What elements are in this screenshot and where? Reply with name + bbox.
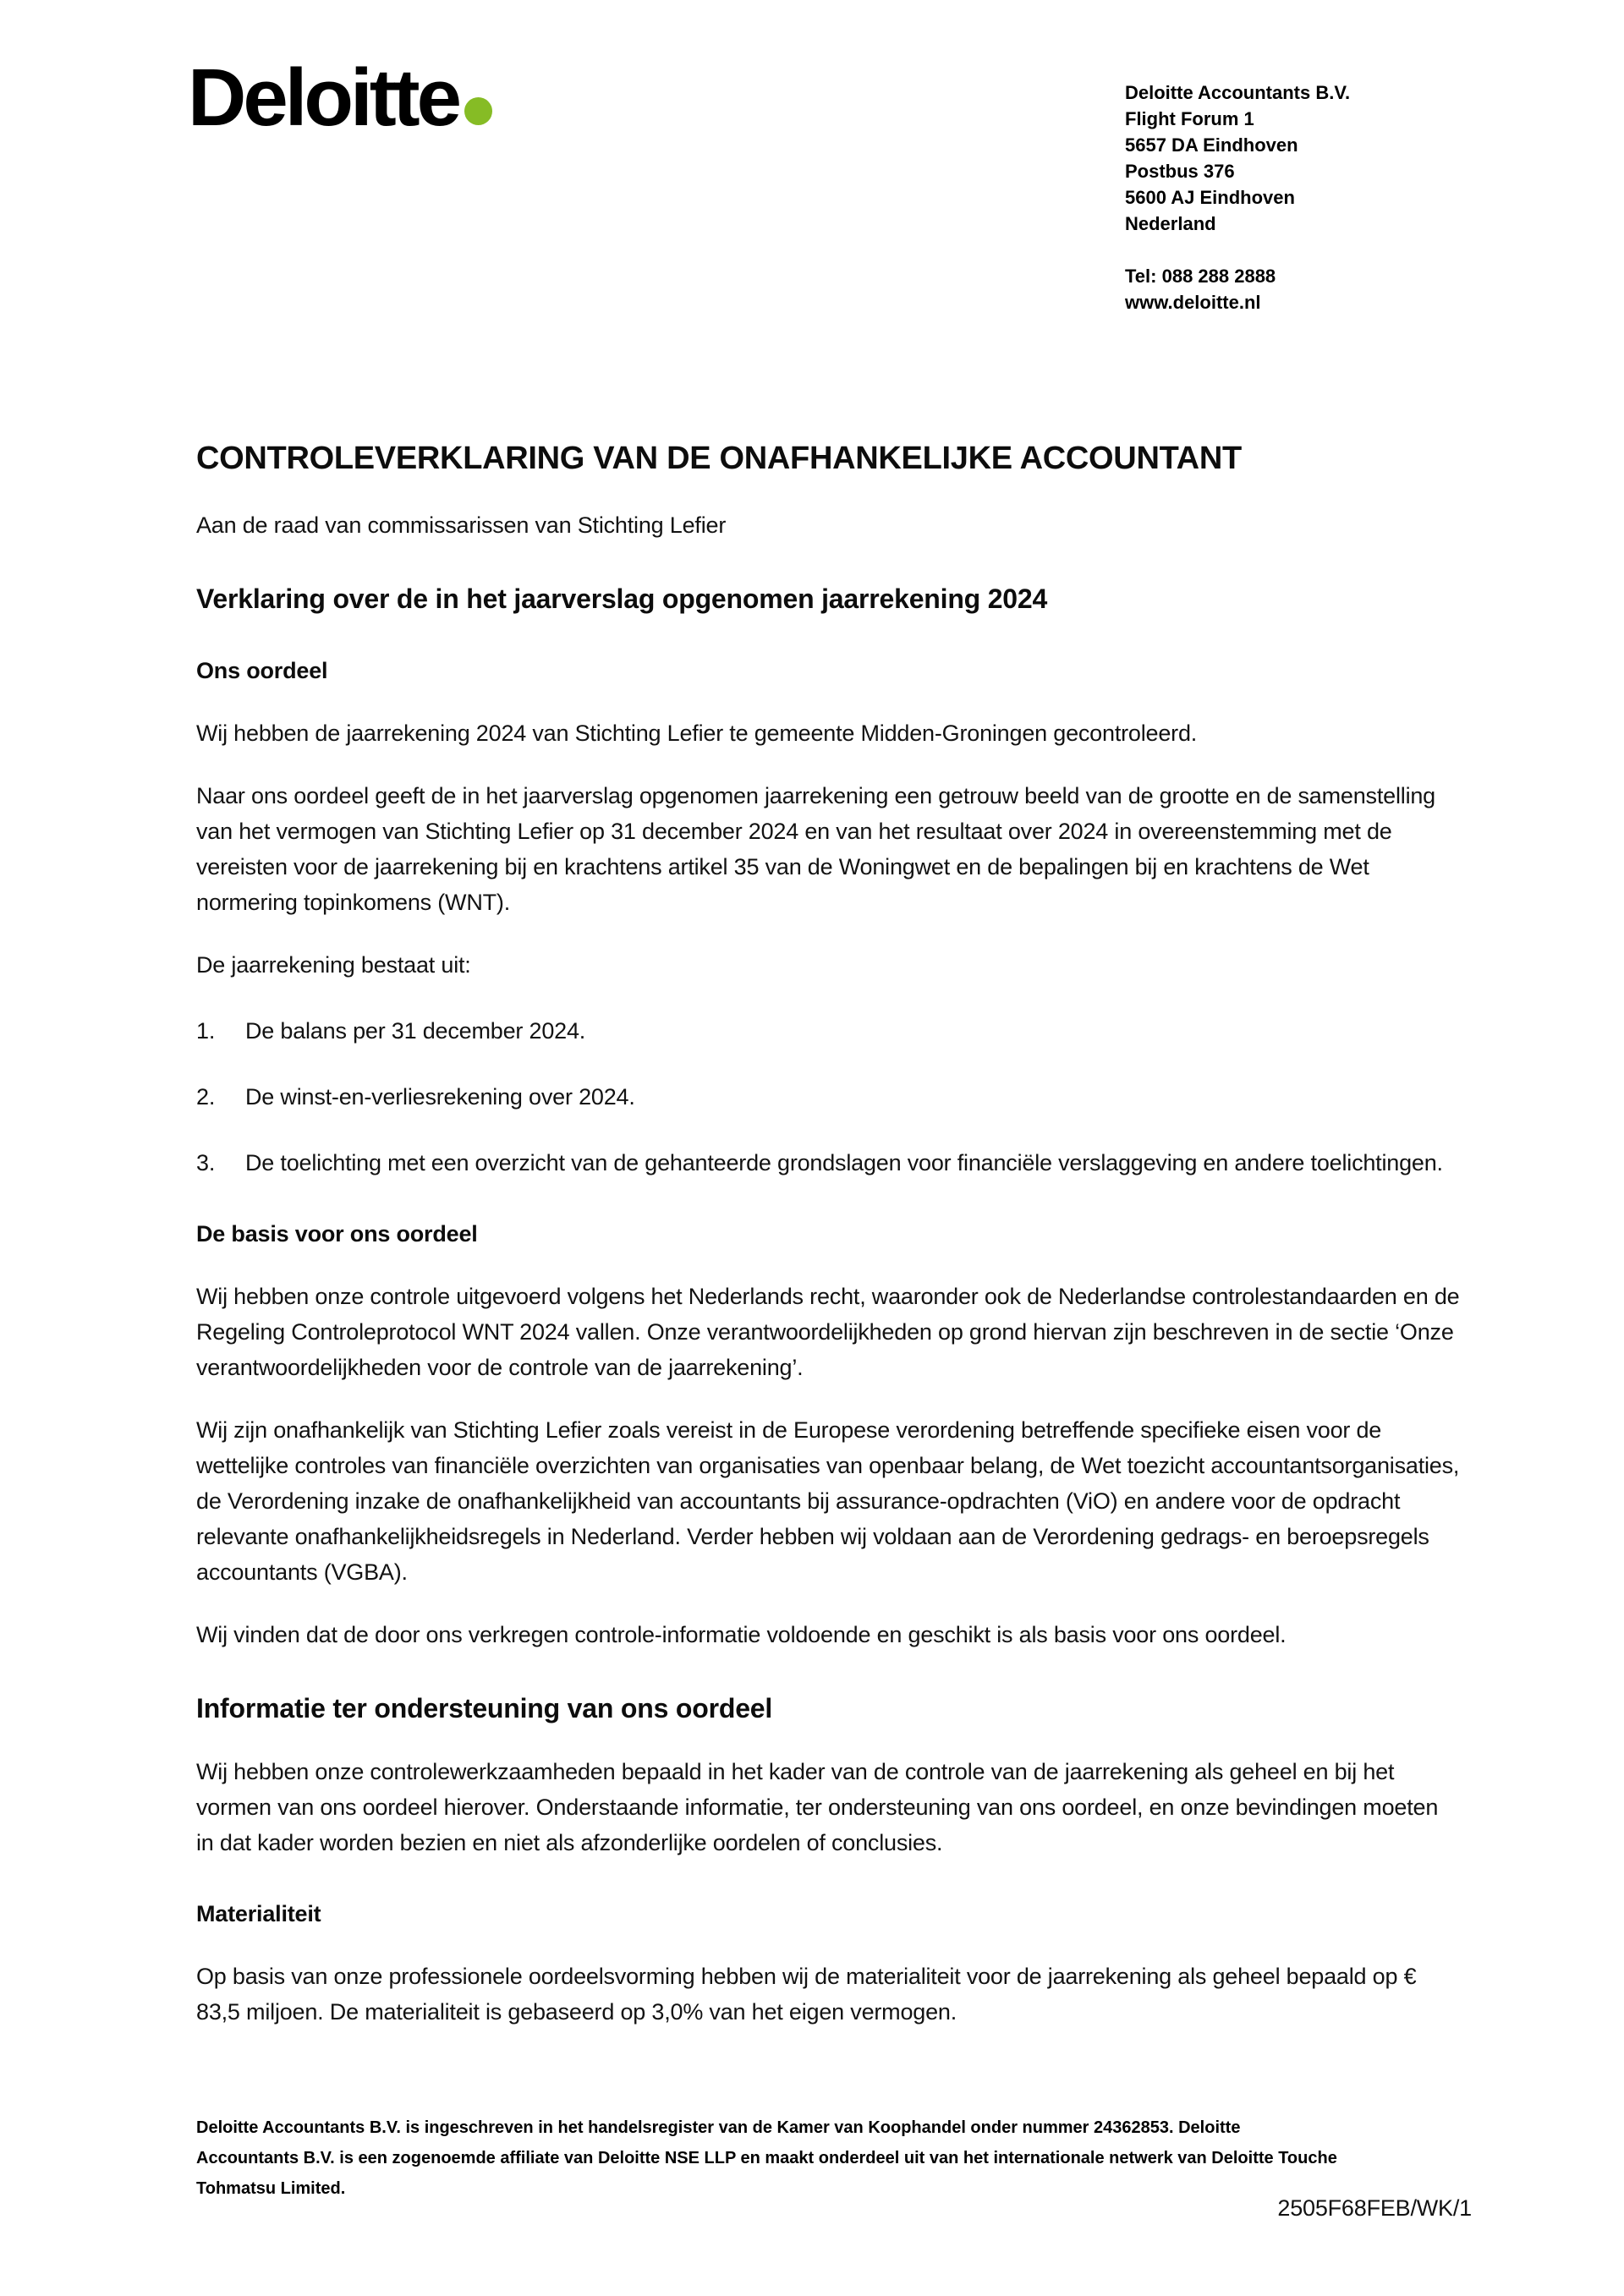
letterhead-address-block [1125, 79, 1350, 315]
list-item [196, 1079, 1461, 1115]
list-item-number: 1. [196, 1018, 216, 1044]
website-url: www.deloitte.nl [1125, 292, 1261, 313]
logo-dot-icon [464, 97, 492, 125]
phone-number: Tel: 088 288 2888 [1125, 266, 1276, 287]
paragraph-basis-2: Wij zijn onafhankelijk van Stichting Lefier zoals vereist in de Europese verordening betreffende specifieke eisen voor de wettelijke controles van financiële overzichten van organisaties van openbaar belang, de Wet toezicht accountantsorganisaties, de Verordening inzake de onafhankelijkheid van accountants bij assurance-opdrachten (ViO) en andere voor de opdracht relevante onafhankelijkheidsregels in Nederland. Verder hebben wij voldaan aan de Verordening gedrags- en beroepsregels accountants (VGBA). [196, 1417, 1460, 1585]
jaarrekening-list [196, 1013, 1461, 1181]
footer-line: Deloitte Accountants B.V. is ingeschreven in het handelsregister van de Kamer van Koophandel onder nummer 24362853. Deloitte [196, 2118, 1241, 2137]
list-item-number: 3. [196, 1150, 216, 1175]
address-line-street: Flight Forum 1 [1125, 108, 1254, 129]
subheading-ons-oordeel: Ons oordeel [196, 658, 328, 683]
list-item [196, 1013, 1461, 1049]
address-line-company: Deloitte Accountants B.V. [1125, 82, 1351, 103]
paragraph-oordeel-1: Wij hebben de jaarrekening 2024 van Stichting Lefier te gemeente Midden-Groningen gecontroleerd. [196, 721, 1198, 746]
subheading-materialiteit: Materialiteit [196, 1901, 321, 1926]
list-item-text: De toelichting met een overzicht van de gehanteerde grondslagen voor financiële verslaggeving en andere toelichtingen. [245, 1150, 1443, 1175]
document-reference-code: 2505F68FEB/WK/1 [1277, 2195, 1472, 2221]
paragraph-basis-3: Wij vinden dat de door ons verkregen controle-informatie voldoende en geschikt is als basis voor ons oordeel. [196, 1622, 1287, 1647]
address-line-postbus: Postbus 376 [1125, 161, 1235, 182]
legal-footer [196, 2112, 1337, 2204]
section-heading-jaarrekening: Verklaring over de in het jaarverslag opgenomen jaarrekening 2024 [196, 584, 1048, 614]
section-heading-informatie: Informatie ter ondersteuning van ons oordeel [196, 1693, 773, 1723]
address-line-country: Nederland [1125, 213, 1216, 234]
paragraph-oordeel-2: Naar ons oordeel geeft de in het jaarverslag opgenomen jaarrekening een getrouw beeld van de grootte en de samenstelling van het vermogen van Stichting Lefier op 31 december 2024 en van het resultaat over 2024 in overeenstemming met de vereisten voor de jaarrekening bij en krachtens artikel 35 van de Woningwet en de bepalingen bij en krachtens de Wet normering topinkomens (WNT). [196, 783, 1435, 915]
footer-line: Accountants B.V. is een zogenoemde affiliate van Deloitte NSE LLP en maakt onderdeel uit van het internationale netwerk van Deloitte Touche [196, 2149, 1337, 2167]
document-title: CONTROLEVERKLARING VAN DE ONAFHANKELIJKE ACCOUNTANT [196, 441, 1242, 476]
paragraph-informatie-intro: Wij hebben onze controlewerkzaamheden bepaald in het kader van de controle van de jaarrekening als geheel en bij het vormen van ons oordeel hierover. Onderstaande informatie, ter ondersteuning van ons oordeel, en onze bevindingen moeten in dat kader worden bezien en niet als afzonderlijke oordelen of conclusies. [196, 1759, 1439, 1855]
address-line-postcode: 5657 DA Eindhoven [1125, 134, 1298, 156]
footer-line: Tohmatsu Limited. [196, 2179, 346, 2198]
salutation: Aan de raad van commissarissen van Stichting Lefier [196, 512, 727, 538]
paragraph-basis-1: Wij hebben onze controle uitgevoerd volgens het Nederlands recht, waaronder ook de Nederlandse controlestandaarden en de Regeling Controleprotocol WNT 2024 vallen. Onze verantwoordelijkheden op grond hiervan zijn beschreven in de sectie ‘Onze verantwoordelijkheden voor de controle van de jaarrekening’. [196, 1284, 1460, 1380]
list-item-text: De balans per 31 december 2024. [245, 1018, 586, 1044]
letterhead-contact-block [1125, 263, 1350, 315]
list-item-number: 2. [196, 1084, 216, 1110]
paragraph-oordeel-3: De jaarrekening bestaat uit: [196, 952, 471, 978]
letter-body [196, 438, 1461, 2030]
list-item [196, 1145, 1461, 1181]
list-item-text: De winst-en-verliesrekening over 2024. [245, 1084, 635, 1110]
paragraph-materialiteit: Op basis van onze professionele oordeelsvorming hebben wij de materialiteit voor de jaarrekening als geheel bepaald op € 83,5 miljoen. De materialiteit is gebaseerd op 3,0% van het eigen vermogen. [196, 1964, 1417, 2025]
address-line-postbus-postcode: 5600 AJ Eindhoven [1125, 187, 1295, 208]
subheading-basis-oordeel: De basis voor ons oordeel [196, 1221, 478, 1247]
logo-wordmark: Deloitte [188, 52, 459, 143]
deloitte-logo [188, 52, 492, 143]
